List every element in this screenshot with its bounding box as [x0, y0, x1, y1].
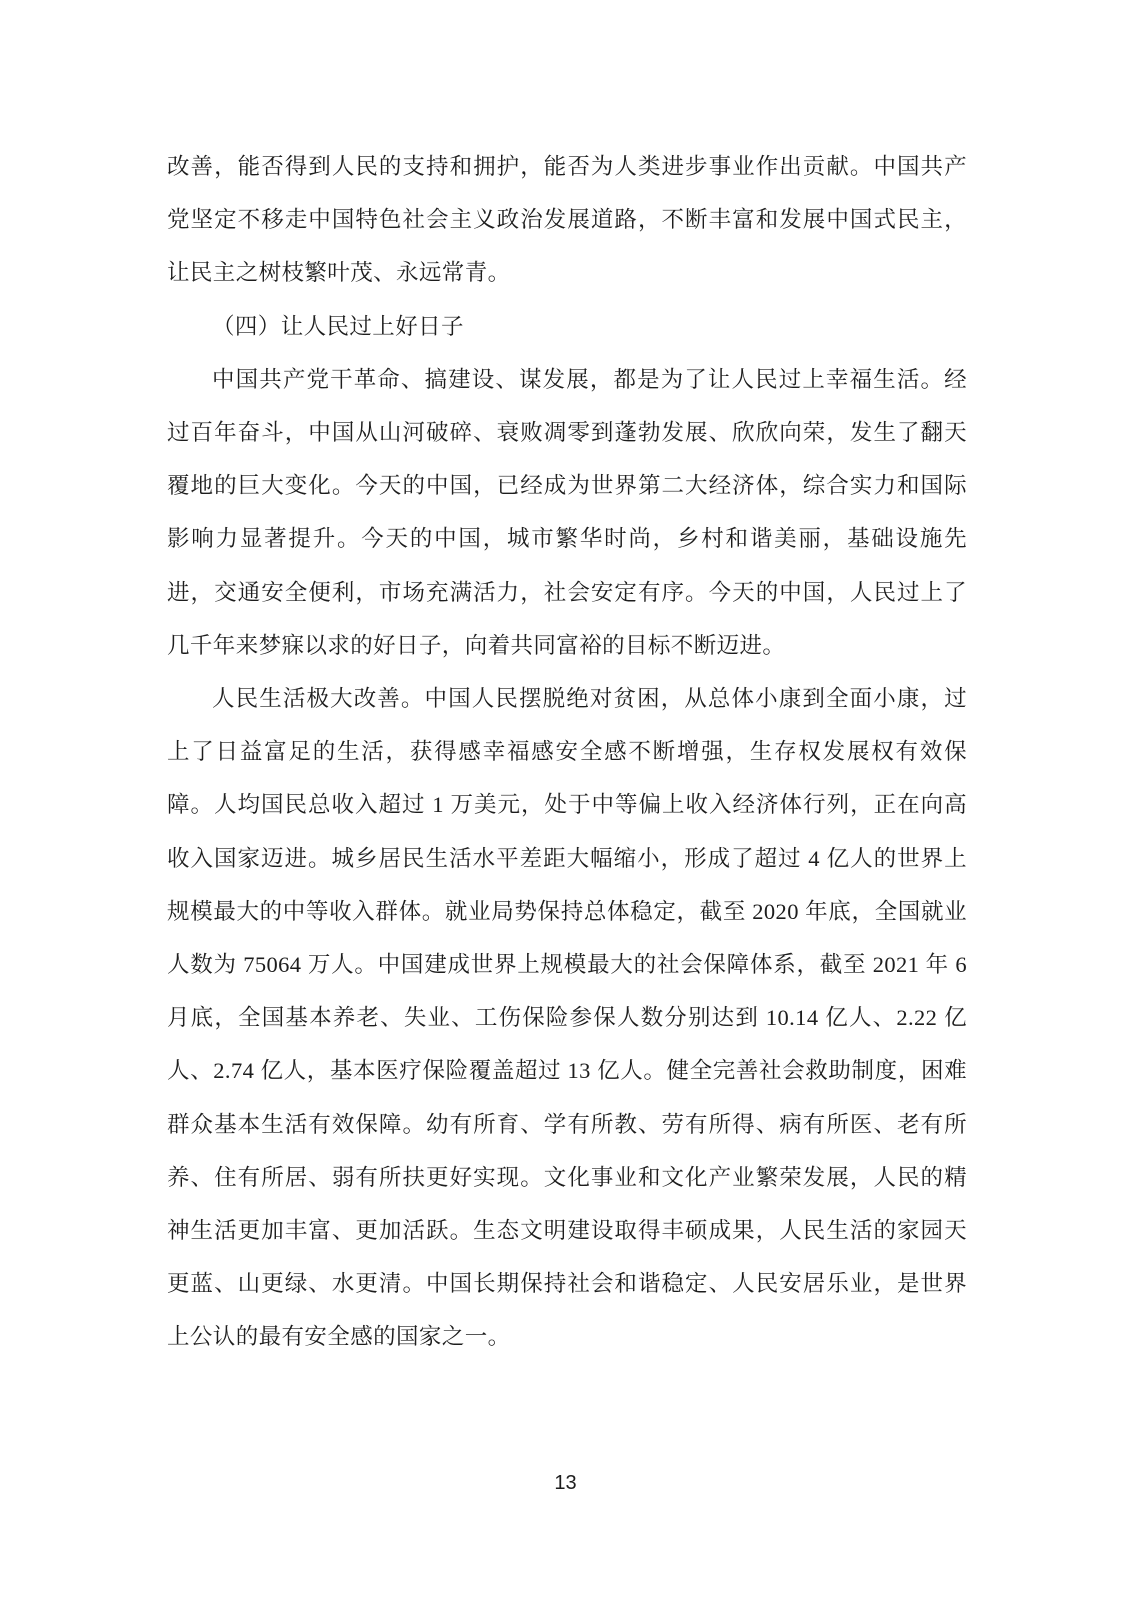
paragraph: 中国共产党干革命、搞建设、谋发展，都是为了让人民过上幸福生活。经过百年奋斗，中国从山河破碎、衰败凋零到蓬勃发展、欣欣向荣，发生了翻天覆地的巨大变化。今天的中国，已经成为世界第二大经济体，综合实力和国际影响力显著提升。今天的中国，城市繁华时尚，乡村和谐美丽，基础设施先进，交通安全便利，市场充满活力，社会安定有序。今天的中国，人民过上了几千年来梦寐以求的好日子，向着共同富裕的目标不断迈进。	[167, 366, 967, 658]
page-number: 13	[554, 1472, 577, 1494]
page-content	[167, 140, 967, 1364]
paragraph-continuation: 改善，能否得到人民的支持和拥护，能否为人类进步事业作出贡献。中国共产党坚定不移走中国特色社会主义政治发展道路，不断丰富和发展中国式民主，让民主之树枝繁叶茂、永远常青。	[167, 154, 967, 286]
paragraph: 人民生活极大改善。中国人民摆脱绝对贫困，从总体小康到全面小康，过上了日益富足的生活，获得感幸福感安全感不断增强，生存权发展权有效保障。人均国民总收入超过 1 万美元，处于中等偏上收入经济体行列，正在向高收入国家迈进。城乡居民生活水平差距大幅缩小，形成了超过 4 亿人的世界上规模最大的中等收入群体。就业局势保持总体稳定，截至 2020 年底，全国就业人数为 75064 万人。中国建成世界上规模最大的社会保障体系，截至 2021 年 6 月底，全国基本养老、失业、工伤保险参保人数分别达到 10.14 亿人、2.22 亿人、2.74 亿人，基本医疗保险覆盖超过 13 亿人。健全完善社会救助制度，困难群众基本生活有效保障。幼有所育、学有所教、劳有所得、病有所医、老有所养、住有所居、弱有所扶更好实现。文化事业和文化产业繁荣发展，人民的精神生活更加丰富、更加活跃。生态文明建设取得丰硕成果，人民生活的家园天更蓝、山更绿、水更清。中国长期保持社会和谐稳定、人民安居乐业，是世界上公认的最有安全感的国家之一。	[167, 686, 967, 1350]
section-heading: （四）让人民过上好日子	[212, 313, 464, 339]
page-footer	[0, 1472, 1131, 1495]
